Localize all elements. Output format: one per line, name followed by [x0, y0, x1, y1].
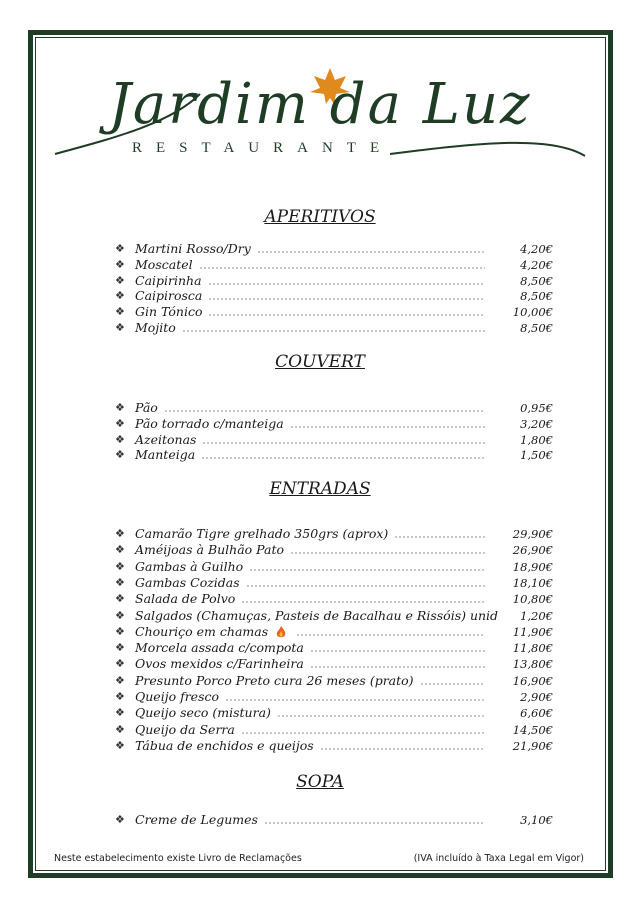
menu-item-price: 1,20€	[520, 608, 553, 623]
menu-item-price: 8,50€	[520, 273, 553, 288]
menu-item	[115, 526, 553, 542]
dot-leader	[241, 732, 485, 734]
menu-item-price: 8,50€	[520, 321, 553, 335]
bullet-icon: ❖	[115, 432, 125, 446]
menu-item-name: Queijo da Serra	[135, 721, 235, 737]
section-title-aperitivos: APERITIVOS	[264, 207, 376, 227]
menu-item	[115, 656, 553, 672]
menu-item-price: 4,20€	[520, 242, 553, 256]
menu-item	[115, 591, 553, 607]
bullet-icon: ❖	[115, 592, 125, 606]
menu-item	[115, 722, 553, 738]
menu-item	[115, 416, 553, 432]
menu-item-name: Caipirosca	[135, 288, 203, 304]
menu-item-name: Mojito	[135, 320, 176, 335]
menu-item-price: 3,10€	[520, 813, 553, 827]
dot-leader	[290, 426, 485, 428]
dot-leader	[264, 822, 485, 824]
bullet-icon: ❖	[115, 706, 125, 720]
bullet-icon: ❖	[115, 657, 125, 671]
menu-item	[115, 320, 553, 336]
menu-item-name: Queijo fresco	[135, 689, 220, 704]
dot-leader	[208, 298, 485, 300]
bullet-icon: ❖	[115, 401, 125, 414]
dot-leader	[290, 552, 485, 554]
dot-leader	[277, 715, 485, 717]
menu-item-name: Pão torrado c/manteiga	[135, 415, 284, 431]
dot-leader	[320, 748, 485, 750]
menu-item-price: 26,90€	[512, 543, 553, 558]
menu-item-price: 14,50€	[512, 722, 553, 737]
bullet-icon: ❖	[115, 257, 125, 271]
menu-item	[115, 273, 553, 289]
menu-item-price: 11,80€	[512, 641, 553, 656]
menu-item-price: 18,90€	[512, 559, 553, 574]
bullet-icon: ❖	[115, 321, 125, 334]
dot-leader	[249, 569, 485, 571]
menu-item-name: Salada de Polvo	[135, 591, 236, 607]
bullet-icon: ❖	[115, 559, 125, 573]
dot-leader	[164, 410, 485, 412]
section-title-couvert: COUVERT	[275, 352, 365, 372]
menu-item-name: Morcela assada c/compota	[135, 640, 304, 656]
menu-item	[115, 288, 553, 304]
menu-item	[115, 559, 553, 575]
bullet-icon: ❖	[115, 813, 125, 826]
menu-item	[115, 241, 553, 257]
menu-item-name: Pão	[135, 400, 158, 415]
menu-item-price: 2,90€	[520, 690, 553, 704]
menu-item-name: Queijo seco (mistura)	[135, 705, 271, 721]
menu-item	[115, 447, 553, 463]
menu-item-name: Creme de Legumes	[135, 812, 258, 827]
menu-item	[115, 640, 553, 656]
menu-item-price: 16,90€	[512, 673, 553, 688]
menu-item-name: Gambas à Guilho	[135, 558, 244, 574]
menu-item-price: 0,95€	[520, 401, 553, 415]
menu-item-name: Améijoas à Bulhão Pato	[135, 542, 285, 558]
dot-leader	[296, 634, 485, 636]
menu-item	[115, 257, 553, 273]
bullet-icon: ❖	[115, 673, 125, 687]
dot-leader	[246, 585, 485, 587]
menu-item	[115, 738, 553, 754]
complaints-book-notice: Neste estabelecimento existe Livro de Reclamações	[54, 853, 302, 864]
menu-item	[115, 575, 553, 591]
bullet-icon: ❖	[115, 624, 125, 638]
menu-item-price: 4,20€	[520, 257, 553, 272]
menu-item-name: Presunto Porco Preto cura 26 meses (prato)	[135, 672, 414, 688]
dot-leader	[225, 699, 485, 701]
bullet-icon: ❖	[115, 305, 125, 319]
dot-leader	[182, 330, 485, 332]
menu-item-price: 29,90€	[512, 527, 553, 541]
menu-item	[115, 542, 553, 558]
menu-item	[115, 432, 553, 448]
brand-name: Jardim da Luz	[108, 72, 532, 137]
dot-leader	[310, 666, 485, 668]
menu-item-name: Ovos mexidos c/Farinheira	[135, 656, 304, 672]
restaurant-logo	[50, 64, 590, 174]
menu-item-price: 1,80€	[520, 432, 553, 447]
bullet-icon: ❖	[115, 448, 125, 462]
bullet-icon: ❖	[115, 575, 125, 589]
menu-item-name: Chouriço em chamas	[135, 623, 269, 639]
menu-item-price: 1,50€	[520, 448, 553, 463]
menu-item-price: 10,80€	[512, 592, 553, 607]
bullet-icon: ❖	[115, 722, 125, 736]
menu-item-price: 8,50€	[520, 289, 553, 304]
menu-item	[115, 705, 553, 721]
menu-item-name: Azeitonas	[135, 431, 197, 447]
menu-item	[115, 304, 553, 320]
menu-item	[115, 673, 553, 689]
menu-item-price: 3,20€	[520, 416, 553, 431]
bullet-icon: ❖	[115, 273, 125, 287]
menu-item-name: Martini Rosso/Dry	[135, 241, 251, 256]
vat-notice: (IVA incluído à Taxa Legal em Vigor)	[413, 853, 584, 864]
menu-item-price: 18,10€	[512, 575, 553, 590]
menu-item-name: Manteiga	[135, 447, 196, 463]
bullet-icon: ❖	[115, 608, 125, 622]
bullet-icon: ❖	[115, 641, 125, 655]
menu-item-name: Tábua de enchidos e queijos	[135, 737, 314, 753]
dot-leader	[420, 683, 485, 685]
dot-leader	[257, 251, 485, 253]
menu-item	[115, 812, 553, 828]
dot-leader	[208, 314, 485, 316]
dot-leader	[201, 457, 485, 459]
bullet-icon: ❖	[115, 738, 125, 752]
menu-item	[115, 400, 553, 416]
bullet-icon: ❖	[115, 527, 125, 540]
menu-item	[115, 624, 553, 640]
menu-item-price: 11,90€	[512, 624, 553, 639]
menu-item-price: 6,60€	[520, 706, 553, 721]
bullet-icon: ❖	[115, 690, 125, 703]
menu-item-price: 21,90€	[512, 738, 553, 753]
bullet-icon: ❖	[115, 543, 125, 557]
menu-item-name: Moscatel	[135, 256, 193, 272]
menu-item-name: Gambas Cozidas	[135, 574, 240, 590]
bullet-icon: ❖	[115, 416, 125, 430]
dot-leader	[310, 650, 485, 652]
menu-item-name: Caipirinha	[135, 272, 202, 288]
dot-leader	[208, 283, 485, 285]
section-title-sopa: SOPA	[296, 772, 344, 792]
menu-item-name: Salgados (Chamuças, Pasteis de Bacalhau e Rissóis) unid	[135, 607, 499, 623]
bullet-icon: ❖	[115, 242, 125, 255]
menu-item	[115, 608, 553, 624]
menu-item	[115, 689, 553, 705]
bullet-icon: ❖	[115, 289, 125, 303]
dot-leader	[199, 267, 485, 269]
dot-leader	[394, 536, 485, 538]
dot-leader	[241, 601, 485, 603]
menu-item-name: Camarão Tigre grelhado 350grs (aprox)	[135, 526, 389, 541]
menu-item-price: 13,80€	[512, 657, 553, 672]
menu-item-price: 10,00€	[512, 305, 553, 320]
section-title-entradas: ENTRADAS	[269, 479, 371, 499]
brand-subtitle: RESTAURANTE	[132, 140, 394, 156]
menu-item-name: Gin Tónico	[135, 304, 203, 320]
dot-leader	[202, 442, 485, 444]
